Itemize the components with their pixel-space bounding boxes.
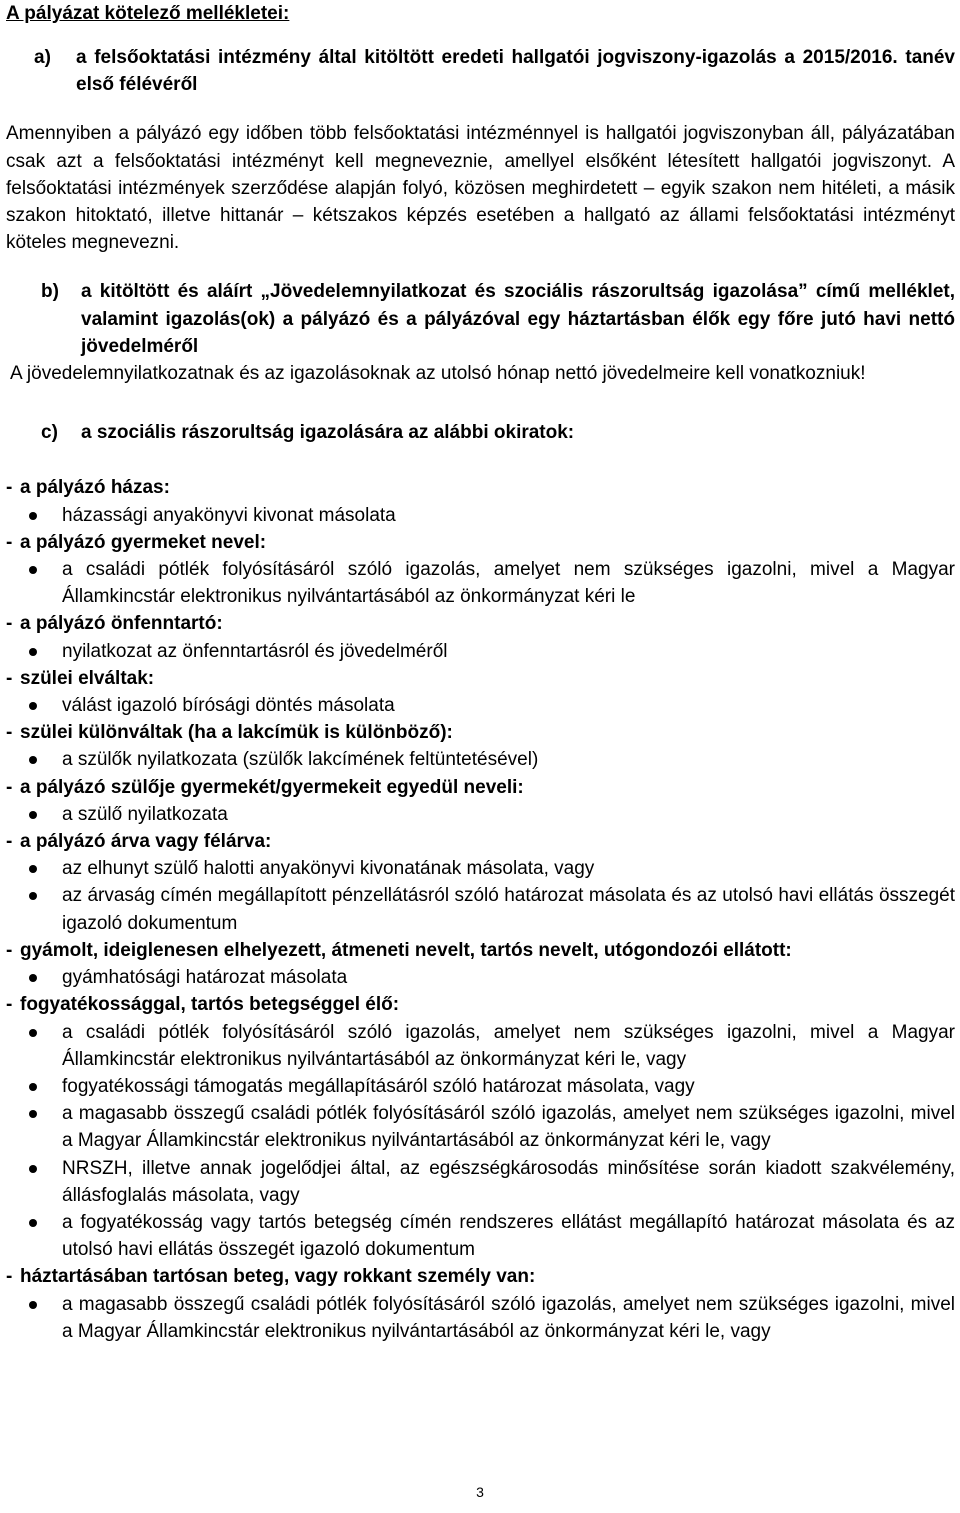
category-dash: -	[6, 831, 13, 853]
bullet-list	[6, 801, 955, 828]
category-title: a pályázó gyermeket nevel:	[20, 531, 267, 553]
category-title: szülei különváltak (ha a lakcímük is különböző):	[20, 722, 453, 744]
bullet-icon	[29, 1219, 37, 1227]
page-number: 3	[476, 1484, 484, 1500]
attachment-a-label: a)	[34, 47, 51, 68]
bullet-icon	[29, 1165, 37, 1173]
category-heading	[6, 474, 955, 501]
category-heading	[6, 529, 955, 556]
list-item-text: nyilatkozat az önfenntartásról és jövedelméről	[62, 640, 448, 662]
category-heading	[6, 774, 955, 801]
category-dash: -	[6, 613, 13, 635]
category-title: fogyatékossággal, tartós betegséggel élő:	[20, 994, 400, 1016]
bullet-list	[6, 502, 955, 529]
category-title: a pályázó árva vagy félárva:	[20, 831, 272, 853]
list-item-text: az árvaság címén megállapított pénzellátásról szóló határozat másolata és az utolsó havi ellátás összegét igazoló dokumentum	[62, 885, 955, 934]
category-title: háztartásában tartósan beteg, vagy rokkant személy van:	[20, 1266, 536, 1288]
category-title: a pályázó szülője gyermekét/gyermekeit egyedül neveli:	[20, 776, 524, 798]
bullet-icon	[29, 811, 37, 819]
list-item-text: a fogyatékosság vagy tartós betegség címén rendszeres ellátást megállapító határozat másolata és az utolsó havi ellátás összegét igazoló dokumentum	[62, 1211, 955, 1261]
list-item	[6, 855, 955, 882]
bullet-icon	[29, 648, 37, 656]
bullet-icon	[29, 1029, 37, 1037]
bullet-icon	[29, 566, 37, 574]
list-item-text: NRSZH, illetve annak jogelődjei által, az egészségkárosodás minősítése során kiadott szakvélemény, állásfoglalás másolata, vagy	[62, 1157, 955, 1206]
bullet-icon	[29, 1110, 37, 1118]
attachment-b-note: A jövedelemnyilatkozatnak és az igazolásoknak az utolsó hónap nettó jövedelmeire kell vonatkozniuk!	[10, 363, 866, 385]
bullet-icon	[29, 974, 37, 982]
list-item-text: válást igazoló bírósági döntés másolata	[62, 695, 395, 717]
bullet-list	[6, 746, 955, 773]
bullet-icon	[29, 512, 37, 520]
attachment-b-label: b)	[41, 281, 59, 303]
category-title: gyámolt, ideiglenesen elhelyezett, átmeneti nevelt, tartós nevelt, utógondozói ellátott:	[20, 939, 792, 961]
category-heading	[6, 719, 955, 746]
category-dash: -	[6, 531, 13, 553]
bullet-list	[6, 638, 955, 665]
list-item-text: az elhunyt szülő halotti anyakönyvi kivonatának másolata, vagy	[62, 858, 595, 880]
list-item-text: a családi pótlék folyósításáról szóló igazolás, amelyet nem szükséges igazolni, mivel a Magyar Államkincstár elektronikus nyilvántartásából az önkormányzat kéri le, vagy	[62, 1021, 955, 1070]
category-dash: -	[6, 776, 13, 798]
intro-text: Amennyiben a pályázó egy időben több felsőoktatási intézménnyel is hallgatói jogviszonyban áll, pályázatában csak azt a felsőoktatási intézményt kell megneveznie, amellyel elsőként létesített hallgatói jogviszonyt.	[6, 123, 955, 172]
list-item	[6, 556, 955, 610]
list-item	[6, 692, 955, 719]
bullet-list	[6, 556, 955, 610]
category-heading	[6, 991, 955, 1018]
bullet-icon	[29, 702, 37, 710]
attachment-a-text: a felsőoktatási intézmény által kitöltött eredeti hallgatói jogviszony-igazolás a 2015/2016. tanév első félévéről	[76, 47, 955, 96]
list-item	[6, 1209, 955, 1263]
list-item	[6, 964, 955, 991]
attachment-a	[6, 44, 955, 98]
list-item	[6, 1291, 955, 1345]
category-heading	[6, 1263, 955, 1290]
category-title: a pályázó házas:	[20, 477, 170, 499]
list-item	[6, 746, 955, 773]
category-dash: -	[6, 994, 13, 1016]
list-item-text: a magasabb összegű családi pótlék folyósításáról szóló igazolás, amelyet nem szükséges igazolni, mivel a Magyar Államkincstár elektronikus nyilvántartásából az önkormányzat kéri le, vagy	[62, 1103, 955, 1152]
bullet-icon	[29, 1083, 37, 1091]
attachment-c-label: c)	[41, 422, 58, 444]
bullet-list	[6, 964, 955, 991]
list-item-text: a magasabb összegű családi pótlék folyósításáról szóló igazolás, amelyet nem szükséges igazolni, mivel a Magyar Államkincstár elektronikus nyilvántartásából az önkormányzat kéri le, vagy	[62, 1293, 955, 1342]
list-item	[6, 502, 955, 529]
category-title: a pályázó önfenntartó:	[20, 613, 223, 635]
document-page	[6, 0, 955, 1345]
bullet-icon	[29, 892, 37, 900]
category-heading	[6, 937, 955, 964]
list-item	[6, 1073, 955, 1100]
list-item-text: gyámhatósági határozat másolata	[62, 967, 348, 989]
bullet-icon	[29, 865, 37, 873]
intro-paragraph	[6, 120, 955, 256]
list-item-text: a szülő nyilatkozata	[62, 803, 228, 825]
category-heading	[6, 665, 955, 692]
category-dash: -	[6, 477, 13, 499]
list-item	[6, 882, 955, 936]
page-title: A pályázat kötelező mellékletei:	[6, 3, 290, 24]
category-list	[6, 474, 955, 1345]
bullet-list	[6, 692, 955, 719]
intro-extra-text: A felsőoktatási intézmények szerződése alapján folyó, közösen meghirdetett – egyik szakon nem hitéleti, a másik szakon hitoktató, illetve hittanár – kétszakos képzés esetében a hallgató az állami felsőoktatási intézményt köteles megnevezni.	[6, 150, 955, 254]
list-item	[6, 1019, 955, 1073]
attachment-b-text: a kitöltött és aláírt „Jövedelemnyilatkozat és szociális rászorultság igazolása” című melléklet, valamint igazolás(ok) a pályázó és a pályázóval egy háztartásban élők egy főre jutó havi nettó jövedelméről	[81, 281, 955, 357]
category-dash: -	[6, 1266, 13, 1288]
category-heading	[6, 610, 955, 637]
bullet-list	[6, 1291, 955, 1345]
category-title: szülei elváltak:	[20, 667, 155, 689]
list-item-text: a szülők nyilatkozata (szülők lakcímének feltüntetésével)	[62, 749, 539, 771]
category-dash: -	[6, 939, 13, 961]
attachment-b	[6, 278, 955, 360]
list-item-text: a családi pótlék folyósításáról szóló igazolás, amelyet nem szükséges igazolni, mivel a Magyar Államkincstár elektronikus nyilvántartásából az önkormányzat kéri le	[62, 559, 955, 608]
bullet-icon	[29, 756, 37, 764]
category-heading	[6, 828, 955, 855]
attachment-c-text: a szociális rászorultság igazolására az alábbi okiratok:	[81, 422, 575, 444]
attachment-c	[6, 419, 955, 446]
bullet-list	[6, 855, 955, 937]
list-item-text: fogyatékossági támogatás megállapításáról szóló határozat másolata, vagy	[62, 1075, 695, 1097]
bullet-icon	[29, 1301, 37, 1309]
category-dash: -	[6, 667, 13, 689]
category-dash: -	[6, 722, 13, 744]
bullet-list	[6, 1019, 955, 1264]
list-item	[6, 1155, 955, 1209]
list-item	[6, 638, 955, 665]
list-item	[6, 801, 955, 828]
list-item	[6, 1100, 955, 1154]
list-item-text: házassági anyakönyvi kivonat másolata	[62, 504, 396, 526]
